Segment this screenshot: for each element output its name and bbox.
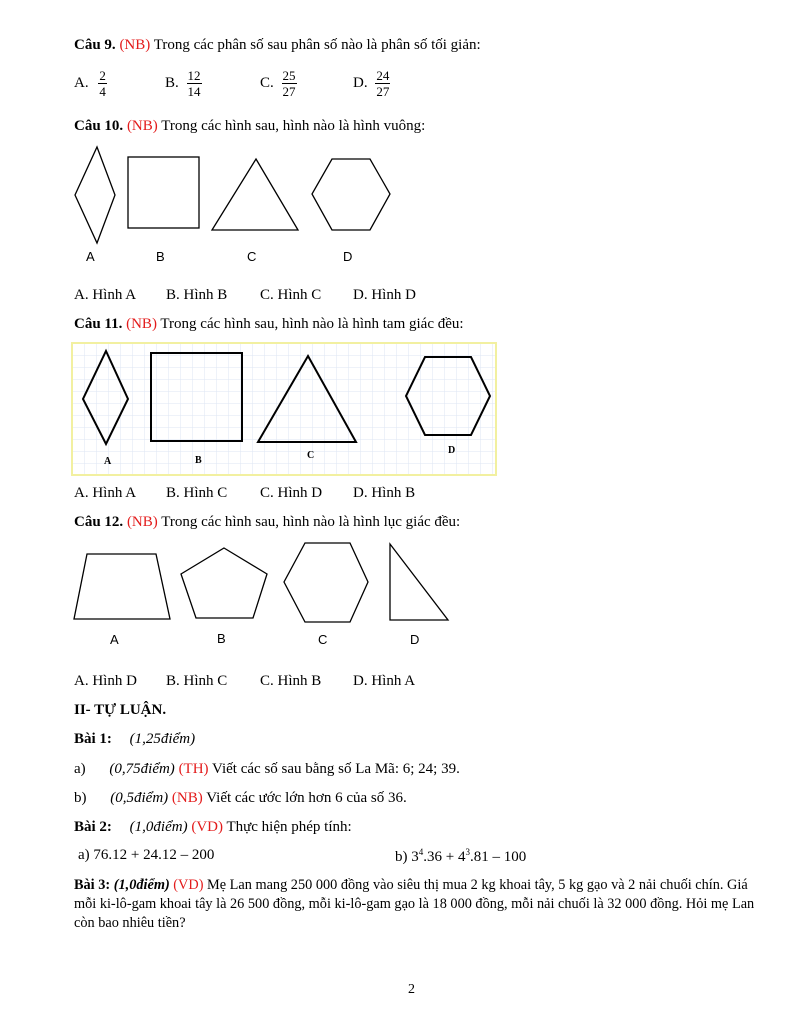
q12-text: Trong các hình sau, hình nào là hình lục giác đều: xyxy=(161,514,461,530)
q11-figure xyxy=(72,343,496,475)
q10-answer-a: A. Hình A xyxy=(74,287,137,303)
bai2-b-exponent-1: 4 xyxy=(418,847,424,857)
bai1-a-text: Viết các số sau bằng số La Mã: 6; 24; 39. xyxy=(212,761,460,777)
q12-fig-label-b: B xyxy=(217,631,226,646)
q11-answer-b: B. Hình C xyxy=(166,485,228,501)
bai3-points: (1,0điểm) xyxy=(113,877,170,893)
bai3-tag: (VD) xyxy=(173,877,204,893)
bai1-a-points: (0,75điểm) xyxy=(109,761,175,777)
q10-fig-label-c: C xyxy=(247,249,257,264)
bai1-label: Bài 1: xyxy=(74,731,112,747)
q9-option-b xyxy=(165,68,202,99)
section-heading: II- TỰ LUẬN. xyxy=(74,702,167,718)
bai2-b-base: b) 3 xyxy=(395,849,419,865)
q9-option-b-letter: B. xyxy=(165,74,179,91)
q11-question xyxy=(74,316,464,333)
bai2-b-exponent-2: 3 xyxy=(465,847,470,857)
bai2-part-a: a) 76.12 + 24.12 – 200 xyxy=(78,847,215,863)
bai3-paragraph xyxy=(74,876,758,933)
page-number: 2 xyxy=(408,982,415,997)
bai2-b-end: .81 – 100 xyxy=(469,849,527,865)
q9-text: Trong các phân số sau phân số nào là phân số tối giản: xyxy=(153,37,481,53)
q12-tag: (NB) xyxy=(126,514,158,530)
rhombus-shape xyxy=(75,147,115,243)
hexagon-shape xyxy=(312,159,390,230)
q12-answer-a: A. Hình D xyxy=(74,673,137,689)
q10-answer-c: C. Hình C xyxy=(260,287,322,303)
q11-answer-d: D. Hình B xyxy=(353,485,416,501)
fraction xyxy=(98,68,107,99)
q10-answer-d: D. Hình D xyxy=(353,287,416,303)
bai1-b-tag: (NB) xyxy=(171,790,203,806)
right-triangle-shape xyxy=(390,544,448,620)
bai2-points: (1,0điểm) xyxy=(129,819,188,835)
triangle-shape xyxy=(212,159,298,230)
numerator: 12 xyxy=(187,68,201,83)
bai1-b-prefix: b) xyxy=(74,790,87,806)
pentagon-shape xyxy=(181,548,267,618)
bai2-text: Thực hiện phép tính: xyxy=(226,819,352,835)
bai3-text: Mẹ Lan mang 250 000 đồng vào siêu thị mua 2 kg khoai tây, 5 kg gạo và 2 nải chuối chín. Giá mỗi ki-lô-gam khoai tây là 26 500 đồng, mỗi ki-lô-gam gạo là 18 000 đồng, mỗi nải chuối là 32 000 đồng. Hỏi mẹ Lan còn bao nhiêu tiền? xyxy=(74,877,755,931)
q10-fig-label-b: B xyxy=(156,249,165,264)
bai1-part-b xyxy=(74,790,407,807)
bai3-label: Bài 3: xyxy=(74,877,111,893)
bai1-points: (1,25điểm) xyxy=(129,731,196,747)
q11-tag: (NB) xyxy=(126,316,157,332)
q12-answer-b: B. Hình C xyxy=(166,673,228,689)
q9-option-a-letter: A. xyxy=(74,74,89,91)
q10-fig-label-d: D xyxy=(343,249,353,264)
q11-text: Trong các hình sau, hình nào là hình tam giác đều: xyxy=(160,316,464,332)
fraction xyxy=(282,68,297,99)
bai1-a-prefix: a) xyxy=(74,761,86,777)
q10-text: Trong các hình sau, hình nào là hình vuông: xyxy=(161,118,426,134)
trapezoid-shape xyxy=(74,554,170,619)
fraction xyxy=(375,68,390,99)
denominator: 4 xyxy=(99,84,106,99)
q10-fig-label-a: A xyxy=(86,249,95,264)
denominator: 27 xyxy=(376,84,390,99)
q9-question xyxy=(74,37,481,54)
numerator: 24 xyxy=(376,68,390,83)
q9-option-c-letter: C. xyxy=(260,74,274,91)
q10-figure xyxy=(60,140,460,250)
bai1-b-points: (0,5điểm) xyxy=(110,790,169,806)
denominator: 27 xyxy=(282,84,296,99)
q10-answer-b: B. Hình B xyxy=(166,287,228,303)
bai2-part-b xyxy=(395,847,526,866)
bai1-part-a xyxy=(74,761,460,778)
q12-fig-label-d: D xyxy=(410,632,420,647)
bai2-tag: (VD) xyxy=(191,819,223,835)
q10-label: Câu 10. xyxy=(74,118,124,134)
q12-label: Câu 12. xyxy=(74,514,124,530)
q9-option-d-letter: D. xyxy=(353,74,368,91)
q9-option-a xyxy=(74,68,107,99)
q9-label: Câu 9. xyxy=(74,37,116,53)
q12-fig-label-c: C xyxy=(318,632,328,647)
bai2-heading xyxy=(74,819,352,836)
q11-fig-label-a: A xyxy=(104,456,112,467)
q11-label: Câu 11. xyxy=(74,316,123,332)
bai1-a-tag: (TH) xyxy=(178,761,209,777)
q12-fig-label-a: A xyxy=(110,632,119,647)
q12-figure xyxy=(70,538,470,628)
grid-background xyxy=(72,343,496,475)
q11-fig-label-b: B xyxy=(195,455,202,466)
numerator: 2 xyxy=(99,68,106,83)
q12-answer-c: C. Hình B xyxy=(260,673,322,689)
q10-question xyxy=(74,118,425,135)
q11-fig-label-c: C xyxy=(307,450,315,461)
q11-fig-label-d: D xyxy=(448,445,456,456)
q11-answer-c: C. Hình D xyxy=(260,485,323,501)
numerator: 25 xyxy=(282,68,296,83)
q9-option-d xyxy=(353,68,390,99)
q9-tag: (NB) xyxy=(119,37,151,53)
bai2-label: Bài 2: xyxy=(74,819,112,835)
q11-answer-a: A. Hình A xyxy=(74,485,137,501)
bai2-b-middle: .36 + 4 xyxy=(423,849,466,865)
bai1-heading xyxy=(74,731,195,748)
q10-tag: (NB) xyxy=(126,118,158,134)
hexagon-shape xyxy=(284,543,368,622)
bai1-b-text: Viết các ước lớn hơn 6 của số 36. xyxy=(206,790,407,806)
denominator: 14 xyxy=(187,84,201,99)
q12-question xyxy=(74,514,460,531)
q12-answer-d: D. Hình A xyxy=(353,673,416,689)
q9-option-c xyxy=(260,68,297,99)
fraction xyxy=(187,68,202,99)
square-shape xyxy=(128,157,199,228)
